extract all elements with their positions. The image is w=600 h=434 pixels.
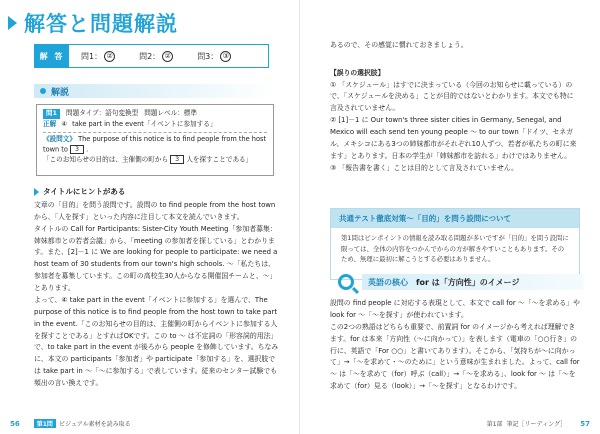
paragraph: ③ 「報告書を書く」ことは目的として言及されていません。 <box>330 163 518 172</box>
footer-text: 筆記［リーディング］ <box>506 421 567 428</box>
setsu-label-text: 設問文 <box>49 134 70 143</box>
footer-text: ビジュアル素材を読み取る <box>58 421 131 428</box>
translation-text: 「このお知らせの目的は、主催側の町から <box>43 155 169 164</box>
correct-number: ④ <box>61 119 68 128</box>
question-meta <box>43 109 267 119</box>
divider <box>43 132 267 133</box>
right-body <box>330 40 580 175</box>
answer-item-1 <box>81 51 115 62</box>
page-number: 57 <box>580 419 590 428</box>
left-body <box>34 186 280 390</box>
eigo-bar <box>362 274 584 290</box>
answer-value: ③ <box>220 51 231 62</box>
answer-value: ② <box>104 51 115 62</box>
paragraph: ② [1]－1 に Our town's three sister cities in Germany, Senegal, and Mexico will each send ten young people ～ to our town「ドイツ、セネガル、メキシコにある3つの姉妹都市がそれぞれ10人ずつ、若者が私たちの町に来ます」とあります。日本の学生が「姉妹都市を訪れる」わけではありません。 <box>330 116 577 160</box>
page-title <box>8 8 178 38</box>
paragraph: 設問の find people に対応する表現として、本文で call for ～「～を求める」や look for ～「～を探す」が使われています。 <box>330 299 580 319</box>
paragraph: タイトルの Call for Participants: Sister-City Youth Meeting「参加者募集：姉妹都市との若者会議」から、「meeting の参加者を探している」とわかります。また、[2]－1 に We are looking for people to participate: we need a host team of 30 students from our town's high schools. ～「私たちは、参加者を募集しています。この町の高校生30人からなる開催国チームと、～」とあります。 <box>34 224 278 293</box>
setsu-row: 《設問文》 The purpose of this notice is to find people from the host town to 3 . <box>43 134 267 154</box>
right-footer <box>487 419 590 428</box>
question-type: 問題タイプ：語句変換型 <box>66 109 139 117</box>
paragraph: よって、④ take part in the event「イベントに参加する」を選んで、The purpose of this notice is to find people from the host town to take part in the event.「このお知らせの目的は、主催側の町からイベントに参加する人を探すことである」とすればOKです。この to ～ は不定詞の「形容詞的用法」で、to take part in the event が後ろから people を修飾しています。ちなみに、本文の participants「参加者」や participate「参加する」を、選択肢では take part in ～「～に参加する」で表しています。従来のセンター試験でも頻出の言い換えです。 <box>34 295 279 388</box>
question-tag: 問1 <box>43 109 60 119</box>
core-body <box>330 298 582 393</box>
blank-box: 3 <box>70 145 84 154</box>
eigo-label: 英語の核心 <box>368 277 408 287</box>
answer-box <box>34 44 269 68</box>
paragraph: ① 「スケジュール」はすでに決まっている（今回のお知らせに載っている）ので、「スケジュールを決める」ことが目的ではないとわかります。本文でも特に言及されていません。 <box>330 80 574 113</box>
bullet-icon <box>40 88 46 94</box>
answer-q: 問1： <box>81 51 103 61</box>
answer-label: 解 答 <box>35 45 69 67</box>
eigo-core-header <box>338 272 584 292</box>
page-title-text: 解答と問題解説 <box>24 12 178 36</box>
answer-q: 問2： <box>139 51 161 61</box>
title-triangle-icon <box>8 16 17 30</box>
kyotsu-heading: 共通テスト徹底対策～「目的」を問う設問について <box>331 209 579 228</box>
eigo-text: for は「方向性」のイメージ <box>416 277 520 287</box>
left-footer <box>10 419 131 428</box>
translation-after: 人を探すことである」 <box>186 155 253 164</box>
paragraph: 文章の「目的」を問う設問です。設問の to find people from the host town から、「人を探す」といった内容に注目して本文を読んでいきます。 <box>34 200 276 221</box>
kaisetsu-header <box>34 84 274 98</box>
blank-box: 3 <box>170 155 184 164</box>
hint-heading-text: タイトルにヒントがある <box>43 187 126 196</box>
paragraph: この2つの熟語はどちらも重要で、前置詞 for のイメージから考えれば理解できます。for は本来「方向性（～に向かって）」を表します（電車の「○○行き」の行に、英語で「For ○○」と書いてあります）。そこから、「気持ちが～に向かって」→「～を求めて・～のために」という意味が生まれました。よって、call for ～ は「～を求めて（for）呼ぶ（call）」→「～を求める」、look for ～ は「～を求めて（for）見る（look）」→「～を探す」となるわけです。 <box>330 322 580 391</box>
magnifier-icon <box>338 274 354 290</box>
answer-q: 問3： <box>197 51 219 61</box>
correct-tag: 正解 <box>43 119 57 128</box>
wrong-choices-heading: 【誤りの選択肢】 <box>330 68 385 77</box>
question-level: 問題レベル：標準 <box>144 109 197 117</box>
answer-value: ② <box>162 51 173 62</box>
chapter-badge: 第1問 <box>34 419 56 428</box>
setsu-text: The purpose of this notice is to find people from the host town to <box>43 134 267 154</box>
question-box <box>36 104 274 176</box>
correct-text: take part in the event「イベントに参加する」 <box>72 119 217 128</box>
heading-triangle-icon <box>34 188 39 196</box>
kyotsu-text: 第1問はピンポイントの情報を読み取る問題が多いですが「目的」を問う設問に限っては、全体の内容をつかんでからの方が解きやすいこともあります。そのため、無理に最初に解こうとする必要はありません。 <box>341 234 569 264</box>
intro-text: あるので、その感覚に慣れておきましょう。 <box>330 41 468 49</box>
kyotsu-box <box>330 208 580 280</box>
answer-item-3 <box>197 51 231 62</box>
translation-row <box>43 155 267 165</box>
page-number: 56 <box>10 419 20 428</box>
correct-row <box>43 120 267 130</box>
footer-part: 第1部 <box>486 421 503 428</box>
kaisetsu-label: 解説 <box>51 87 70 98</box>
answer-item-2 <box>139 51 173 62</box>
hint-heading <box>34 186 280 199</box>
setsu-label: 《設問文》 <box>43 134 76 143</box>
